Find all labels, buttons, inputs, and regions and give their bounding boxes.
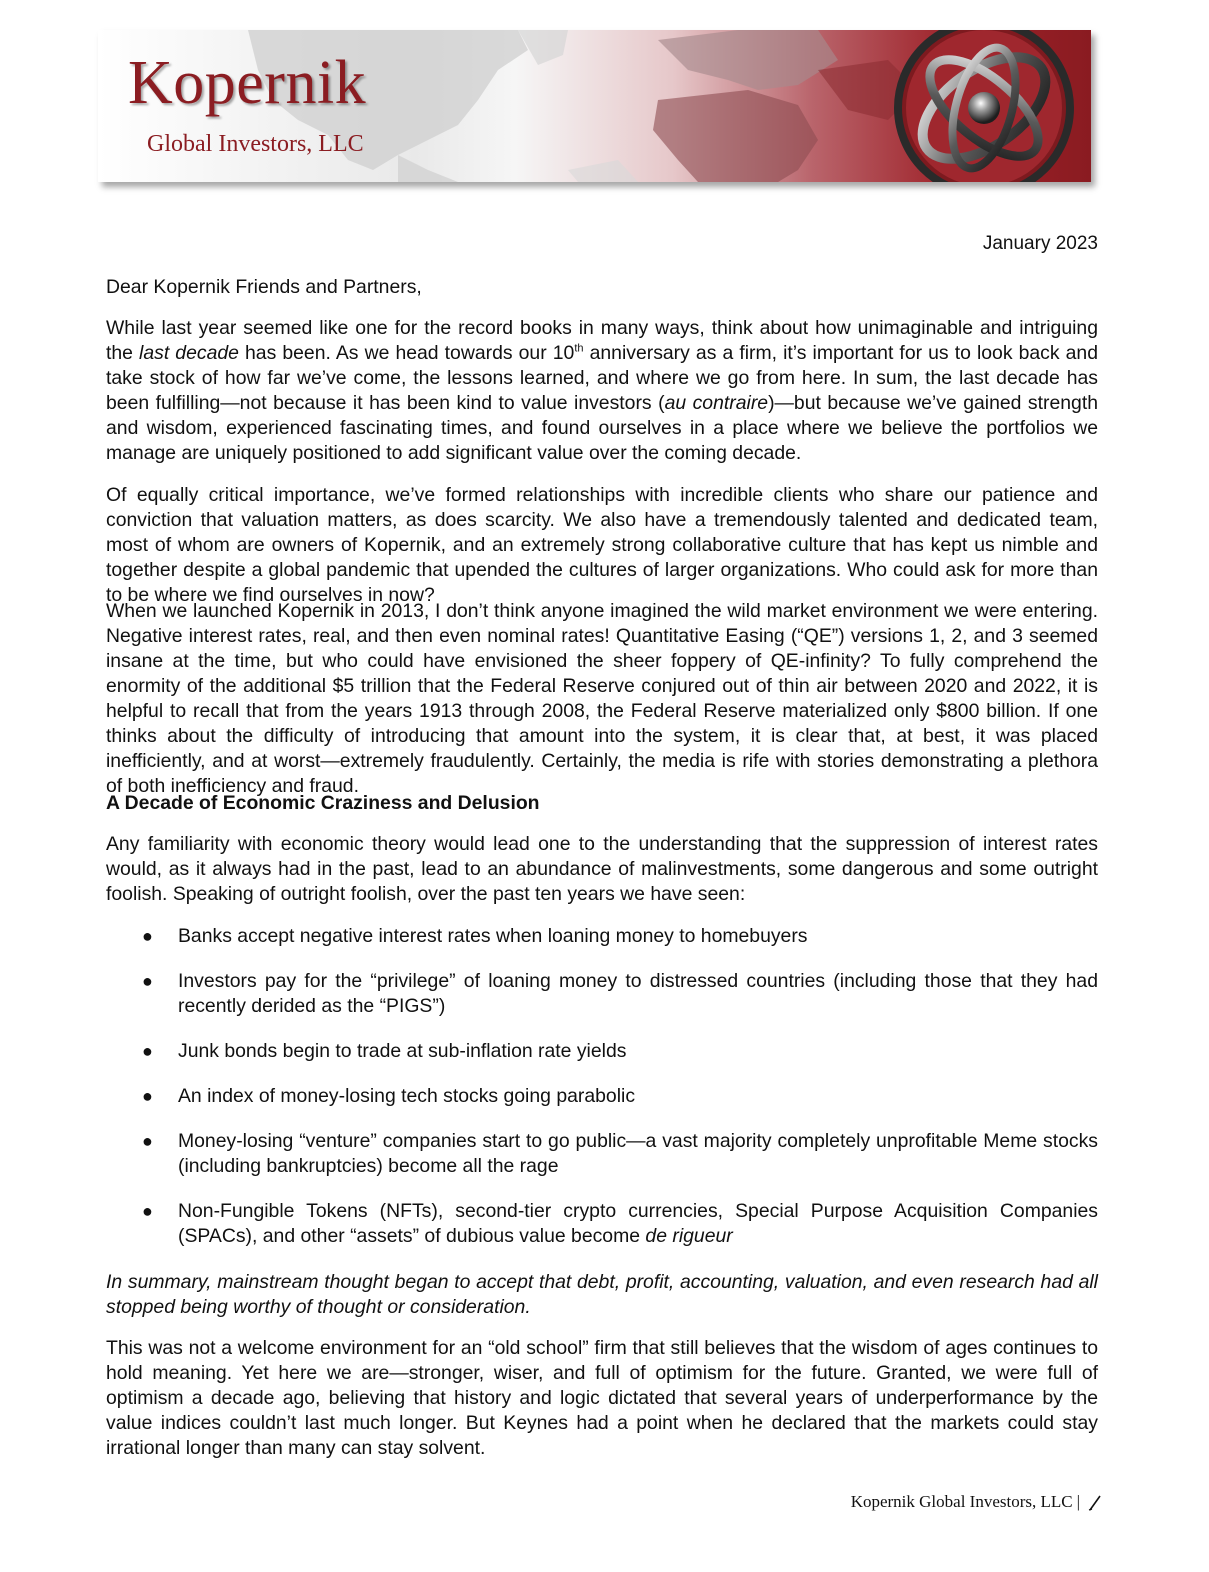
- section-heading: A Decade of Economic Craziness and Delusion: [106, 792, 540, 814]
- list-item: ● Money-losing “venture” companies start to go public—a vast majority completely unprofitable Meme stocks (including bankruptcies) become all the rage: [142, 1130, 1098, 1177]
- salutation: Dear Kopernik Friends and Partners,: [106, 276, 422, 298]
- bullet-icon: ●: [142, 926, 153, 946]
- bullet-icon: ●: [142, 1041, 153, 1061]
- bullet-icon: ●: [142, 1201, 153, 1221]
- gyroscope-globe-icon: [851, 30, 1091, 182]
- footer-separator: |: [1076, 1492, 1080, 1511]
- paragraph-economic-theory: Any familiarity with economic theory would lead one to the understanding that the suppression of interest rates would, as it always had in the past, lead to an abundance of malinvestments, some dangerous and some outright foolish. Speaking of outright foolish, over the past ten years we have seen:: [106, 833, 1098, 905]
- list-item: ● Investors pay for the “privilege” of loaning money to distressed countries (including those that they had recently derided as the “PIGS”): [142, 970, 1098, 1017]
- bullet-icon: ●: [142, 971, 153, 991]
- list-item: ● An index of money-losing tech stocks going parabolic: [142, 1085, 636, 1107]
- paragraph-relationships: Of equally critical importance, we’ve formed relationships with incredible clients who share our patience and conviction that valuation matters, as does scarcity. We also have a tremendously talented and dedicated team, most of whom are owners of Kopernik, and an extremely strong collaborative culture that has kept us nimble and together despite a global pandemic that upended the cultures of larger organizations. Who could ask for more than to be where we find ourselves in now?: [106, 484, 1098, 606]
- paragraph-intro: While last year seemed like one for the record books in many ways, think about how unimaginable and intriguing the last decade has been. As we head towards our 10th anniversary as a firm, it’s important for us to look back and take stock of how far we’ve come, the lessons learned, and where we go from here. In sum, the last decade has been fulfilling—not because it has been kind to value investors (au contraire)—but because we’ve gained strength and wisdom, experienced fascinating times, and found ourselves in a place where we believe the portfolios we manage are uniquely positioned to add significant value over the coming decade.: [106, 317, 1098, 464]
- company-logo-wordmark: Kopernik: [128, 49, 367, 117]
- paragraph-old-school: This was not a welcome environment for an “old school” firm that still believes that the wisdom of ages continues to hold meaning. Yet here we are—stronger, wiser, and full of optimism for the future. Granted, we were full of optimism a decade ago, believing that history and logic dictated that several years of underperformance by the value indices couldn’t last much longer. But Keynes had a point when he declared that the markets could stay irrational longer than many can stay solvent.: [106, 1337, 1098, 1459]
- company-logo-subtitle: Global Investors, LLC: [147, 131, 364, 157]
- list-item: ● Banks accept negative interest rates when loaning money to homebuyers: [142, 925, 808, 947]
- page-footer: [851, 1492, 1104, 1512]
- page-mark-icon: [1086, 1494, 1104, 1512]
- list-item: ● Non-Fungible Tokens (NFTs), second-tier crypto currencies, Special Purpose Acquisition Companies (SPACs), and other “assets” of dubious value become de rigueur: [142, 1200, 1098, 1247]
- list-item: ● Junk bonds begin to trade at sub-inflation rate yields: [142, 1040, 627, 1062]
- bullet-icon: ●: [142, 1086, 153, 1106]
- header-banner: [98, 30, 1091, 182]
- letter-date: January 2023: [982, 233, 1098, 254]
- paragraph-launch: When we launched Kopernik in 2013, I don’t think anyone imagined the wild market environment we were entering. Negative interest rates, real, and then even nominal rates! Quantitative Easing (“QE”) versions 1, 2, and 3 seemed insane at the time, but who could have envisioned the sheer foppery of QE-infinity? To fully comprehend the enormity of the additional $5 trillion that the Federal Reserve conjured out of thin air between 2020 and 2022, it is helpful to recall that from the years 1913 through 2008, the Federal Reserve materialized only $800 billion. If one thinks about the difficulty of introducing that amount into the system, it is clear that, at best, it was placed inefficiently, and at worst—extremely fraudulently. Certainly, the media is rife with stories demonstrating a plethora of both inefficiency and fraud.: [106, 600, 1098, 797]
- bullet-list: [106, 924, 1098, 1249]
- summary-italic: In summary, mainstream thought began to accept that debt, profit, accounting, valuation, and even research had all stopped being worthy of thought or consideration.: [106, 1271, 1098, 1318]
- footer-company: Kopernik Global Investors, LLC: [850, 1492, 1073, 1511]
- bullet-icon: ●: [142, 1131, 153, 1151]
